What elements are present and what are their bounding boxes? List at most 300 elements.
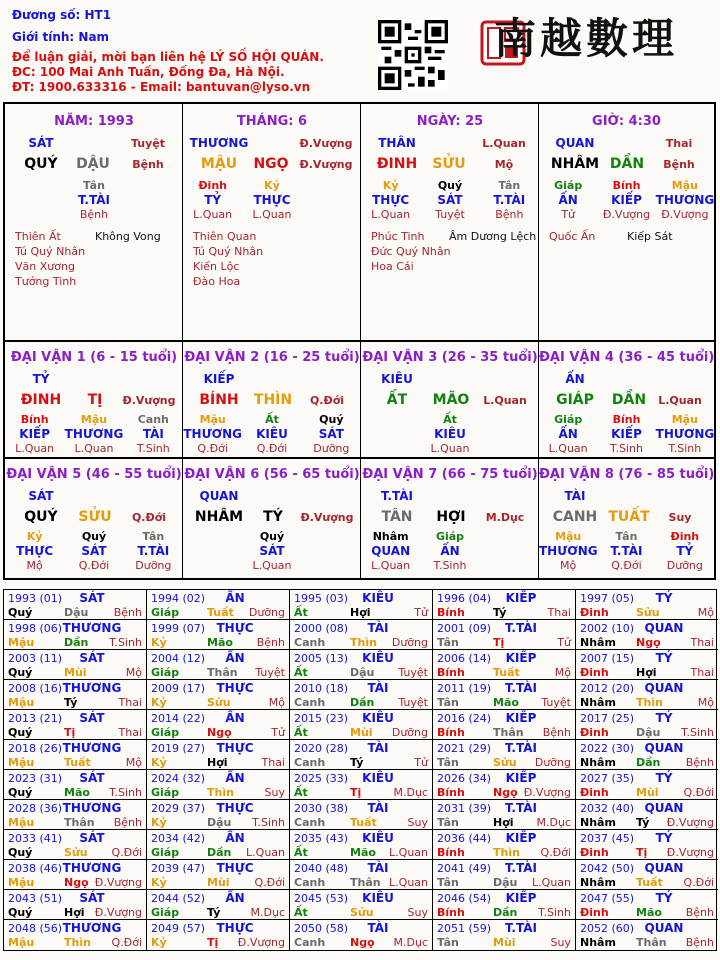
pillar-cell[interactable] [539,104,714,342]
year-cell[interactable] [4,590,147,620]
year-label: 2009 (17) [151,682,206,695]
year-cell[interactable] [147,770,290,800]
year-label: 1995 (03) [294,592,349,605]
year-stage: Đ.Vượng [94,876,142,889]
year-god: THỰC [216,921,254,935]
year-can: Tân [437,876,459,889]
year-god: T.TÀI [505,621,537,635]
hidden-god: ẤN [440,544,460,558]
year-god: SÁT [79,831,105,845]
year-cell[interactable] [290,830,433,860]
year-stage: Mộ [125,756,142,769]
year-chi: Hợi [207,756,228,769]
year-cell[interactable] [4,650,147,680]
year-chi: Hợi [64,906,85,919]
year-can: Nhâm [580,756,616,769]
year-stage: Tuyệt [541,696,571,709]
hidden-god: T.TÀI [610,544,643,558]
year-cell[interactable] [576,620,718,650]
pillar-star-left: QUAN [555,136,595,150]
daivan-star: QUAN [199,489,239,503]
year-cell[interactable] [290,680,433,710]
year-cell[interactable] [433,770,576,800]
year-stage: Mộ [268,696,285,709]
year-stage: Suy [407,906,428,919]
shensha-left: Tú Quý Nhân [15,245,86,258]
year-cell[interactable] [290,650,433,680]
year-god: QUAN [644,861,684,875]
year-can: Ất [294,666,308,679]
qr-code-icon[interactable] [378,20,448,90]
year-cell[interactable] [433,860,576,890]
year-label: 2048 (56) [8,922,63,935]
year-cell[interactable] [4,620,147,650]
daivan-cell[interactable] [5,459,183,578]
year-can: Quý [8,906,33,919]
year-god: KIÊU [362,651,394,665]
year-cell[interactable] [4,770,147,800]
year-can: Ất [294,786,308,799]
year-label: 2004 (12) [151,652,206,665]
year-cell[interactable] [433,800,576,830]
hidden-can: Quý [437,179,463,192]
hidden-stage: T.Sinh [136,442,170,455]
year-cell[interactable] [433,710,576,740]
hidden-god: KIÊU [256,427,288,441]
year-god: KIẾP [505,711,537,725]
daivan-chi: TUẤT [608,509,650,525]
year-cell[interactable] [147,620,290,650]
daivan-cell[interactable] [183,459,361,578]
year-can: Canh [294,876,326,889]
year-cell[interactable] [290,710,433,740]
hidden-stage: Q.Đới [197,442,228,455]
year-chi: Hợi [493,816,514,829]
year-label: 1998 (06) [8,622,63,635]
year-cell[interactable] [4,830,147,860]
year-god: SÁT [79,711,105,725]
year-label: 2000 (08) [294,622,349,635]
year-cell[interactable] [4,920,147,950]
year-label: 2016 (24) [437,712,492,725]
hidden-stage: Tử [561,208,576,221]
year-stage: M.Dục [250,906,285,919]
year-chi: Dậu [493,876,518,889]
hidden-can: Tân [498,179,521,192]
hidden-stage: T.Sinh [668,442,702,455]
year-god: THỰC [216,621,254,635]
year-can: Đinh [580,666,609,679]
year-label: 2026 (34) [437,772,492,785]
daivan-can: ĐINH [20,392,62,408]
year-cell[interactable] [147,710,290,740]
hidden-god: SÁT [81,544,107,558]
daivan-star: TÀI [564,489,586,503]
year-cell[interactable] [433,620,576,650]
year-cell[interactable] [290,740,433,770]
annual-table [3,589,717,951]
year-can: Ất [294,726,308,739]
year-cell[interactable] [290,860,433,890]
year-god: KIÊU [362,771,394,785]
year-can: Tân [437,816,459,829]
daivan-cell[interactable] [183,342,361,459]
year-chi: Thân [636,936,667,949]
year-label: 2023 (31) [8,772,63,785]
year-label: 2020 (28) [294,742,349,755]
hidden-can: Đinh [670,530,700,543]
year-label: 2041 (49) [437,862,492,875]
pillar-stage: Bệnh [663,158,695,171]
shensha-left: Thiên Quan [193,230,257,243]
year-label: 2039 (47) [151,862,206,875]
year-can: Kỷ [151,636,167,649]
year-label: 2011 (19) [437,682,492,695]
year-stage: M.Dục [393,936,428,949]
year-god: THỰC [216,741,254,755]
hidden-god: TÀI [142,427,164,441]
year-cell[interactable] [576,770,718,800]
shensha-left: Hoa Cái [371,260,414,273]
year-cell[interactable] [433,740,576,770]
year-stage: Mộ [697,606,714,619]
hidden-god: THỰC [372,193,410,207]
daivan-cell[interactable] [539,459,714,578]
pillar-star-right: Đ.Vượng [299,137,353,150]
year-label: 2044 (52) [151,892,206,905]
year-label: 2007 (15) [580,652,635,665]
year-chi: Sửu [636,606,660,619]
year-cell[interactable] [433,920,576,950]
year-stage: Tử [271,726,285,739]
year-chi: Tuất [207,606,234,619]
year-stage: Tử [557,636,571,649]
year-cell[interactable] [290,620,433,650]
daivan-chi: HỢI [436,509,466,525]
year-cell[interactable] [433,830,576,860]
year-label: 2014 (22) [151,712,206,725]
daivan-stage: Đ.Vượng [300,511,354,524]
year-god: TÀI [367,801,389,815]
hidden-can: Giáp [554,179,583,192]
year-chi: Tý [350,756,364,769]
year-chi: Tị [207,936,219,949]
year-god: QUAN [644,921,684,935]
chart-main [3,102,716,580]
daivan-stage: Đ.Vượng [122,394,176,407]
pillar-star-left: SÁT [28,136,54,150]
pillar-cell[interactable] [5,104,183,342]
year-can: Nhâm [580,876,616,889]
year-cell[interactable] [147,830,290,860]
year-label: 2030 (38) [294,802,349,815]
hidden-can: Quý [259,530,285,543]
daivan-cell[interactable] [361,459,539,578]
hidden-can: Mậu [671,413,698,426]
year-label: 2051 (59) [437,922,492,935]
daivan-can: TÂN [381,509,413,525]
hidden-stage: T.Sinh [610,442,643,455]
year-cell[interactable] [433,680,576,710]
year-god: ẤN [225,591,245,605]
year-chi: Dần [207,846,232,859]
year-label: 2045 (53) [294,892,349,905]
shensha-left: Đức Quý Nhân [371,245,451,258]
year-stage: Dưỡng [248,606,285,619]
year-god: KIÊU [362,711,394,725]
year-god: ẤN [225,771,245,785]
year-label: 1996 (04) [437,592,492,605]
shensha-left: Tú Quý Nhân [193,245,264,258]
hidden-stage: Tuyệt [435,208,465,221]
year-can: Tân [437,696,459,709]
pillar-star-right: Thai [665,137,693,150]
year-chi: Ngọ [207,726,232,739]
year-label: 2027 (35) [580,772,635,785]
hidden-stage: L.Quan [74,442,114,455]
hidden-god: THƯƠNG [539,544,598,558]
year-can: Giáp [151,786,180,799]
year-cell[interactable] [290,800,433,830]
pillar-cell[interactable] [183,104,361,342]
hidden-god: SÁT [318,427,344,441]
daivan-cell[interactable] [361,342,539,459]
hidden-god: THỰC [16,544,54,558]
hidden-can: Tân [615,530,638,543]
hidden-stage: Đ.Vượng [661,208,709,221]
year-chi: Ngọ [493,786,518,799]
year-can: Canh [294,816,326,829]
year-cell[interactable] [576,590,718,620]
year-stage: Q.Đới [540,846,571,859]
year-stage: Mộ [554,666,571,679]
hidden-stage: Dưỡng [135,559,172,572]
year-cell[interactable] [433,650,576,680]
pillar-can: ĐINH [376,156,418,172]
year-cell[interactable] [147,590,290,620]
hidden-god: SÁT [259,544,285,558]
year-chi: Thân [207,666,238,679]
hidden-can: Ất [265,413,279,426]
year-cell[interactable] [147,680,290,710]
year-chi: Mùi [493,936,516,949]
year-label: 2050 (58) [294,922,349,935]
year-cell[interactable] [433,890,576,920]
daivan-title: ĐẠI VẬN 8 (76 - 85 tuổi) [539,467,714,482]
year-can: Mậu [8,696,35,709]
year-cell[interactable] [147,800,290,830]
year-cell[interactable] [576,830,718,860]
hidden-can: Nhâm [372,530,409,543]
year-cell[interactable] [576,680,718,710]
year-label: 2033 (41) [8,832,63,845]
year-chi: Dậu [636,726,661,739]
daivan-cell[interactable] [5,342,183,459]
year-can: Tân [437,756,459,769]
hidden-stage: L.Quan [371,208,411,221]
year-stage: Bệnh [113,606,142,619]
year-cell[interactable] [576,920,718,950]
year-cell[interactable] [147,650,290,680]
year-cell[interactable] [147,740,290,770]
year-cell[interactable] [576,860,718,890]
daivan-chi: MÃO [432,392,470,408]
year-stage: Đ.Vượng [237,936,285,949]
hidden-god: T.TÀI [493,193,526,207]
hidden-can: Mậu [671,179,698,192]
year-cell[interactable] [4,710,147,740]
year-stage: Suy [407,816,428,829]
year-label: 2012 (20) [580,682,635,695]
year-can: Nhâm [580,636,616,649]
year-stage: Tử [414,756,428,769]
year-can: Ất [294,606,308,619]
year-stage: Mộ [125,666,142,679]
brand-title: 南越數理 [494,14,679,63]
year-cell[interactable] [576,710,718,740]
year-can: Đinh [580,846,609,859]
year-chi: Tuất [493,666,520,679]
year-cell[interactable] [4,890,147,920]
hidden-god: THỰC [253,193,291,207]
year-can: Bính [437,606,465,619]
hidden-stage: L.Quan [252,208,292,221]
hidden-stage: L.Quan [548,442,588,455]
year-can: Giáp [151,906,180,919]
year-cell[interactable] [290,890,433,920]
hidden-stage: L.Quan [252,559,292,572]
hidden-stage: Bệnh [79,208,109,221]
year-cell[interactable] [147,890,290,920]
year-god: TÀI [367,741,389,755]
hidden-stage: L.Quan [430,442,470,455]
year-chi: Dậu [64,606,89,619]
year-stage: Dưỡng [391,636,428,649]
year-stage: Q.Đới [683,876,714,889]
pillar-star-right: L.Quan [482,137,526,150]
year-can: Kỷ [151,816,167,829]
daivan-chi: TÝ [263,509,283,525]
year-god: SÁT [79,651,105,665]
year-cell[interactable] [4,680,147,710]
year-god: TỶ [655,891,673,905]
year-stage: Q.Đới [111,936,142,949]
year-stage: T.Sinh [109,786,142,799]
year-label: 2019 (27) [151,742,206,755]
year-cell[interactable] [290,770,433,800]
year-can: Kỷ [151,876,167,889]
year-god: QUAN [644,621,684,635]
daivan-star: KIÊU [381,372,413,386]
year-can: Mậu [8,936,35,949]
year-stage: L.Quan [532,876,571,889]
year-can: Đinh [580,606,609,619]
year-cell[interactable] [290,590,433,620]
year-cell[interactable] [4,800,147,830]
year-cell[interactable] [433,590,576,620]
shensha-right: Không Vong [95,230,161,243]
year-god: TÀI [367,921,389,935]
pillar-cell[interactable] [361,104,539,342]
hidden-can: Bính [612,179,641,192]
daivan-cell[interactable] [539,342,714,459]
hidden-god: THƯƠNG [183,427,242,441]
contact-line: Để luận giải, mời bạn liên hệ LÝ SỐ HỘI QUÁN. [12,50,324,64]
year-stage: Tuyệt [255,666,285,679]
year-god: TỶ [655,711,673,725]
shensha-left: Kiến Lộc [193,260,240,273]
hidden-can: Giáp [435,530,465,543]
year-stage: Bệnh [256,636,285,649]
hidden-can: Kỷ [26,530,43,543]
year-chi: Hợi [350,606,371,619]
year-cell[interactable] [576,740,718,770]
year-can: Canh [294,696,326,709]
year-label: 2005 (13) [294,652,349,665]
hidden-god: QUAN [371,544,411,558]
shensha-left: Quốc Ấn [549,230,596,243]
year-label: 2008 (16) [8,682,63,695]
hidden-stage: Dưỡng [666,559,703,572]
phone-email-line: ĐT: 1900.633316 - Email: bantuvan@lyso.vn [12,80,311,94]
year-stage: Bệnh [685,906,714,919]
year-cell[interactable] [290,920,433,950]
year-chi: Hợi [636,666,657,679]
year-chi: Tý [207,906,221,919]
daivan-chi: DẦN [611,392,647,408]
hidden-can: Bính [20,413,49,426]
year-god: THƯƠNG [62,741,122,755]
daivan-can: BÍNH [199,392,239,408]
year-chi: Tuất [350,816,377,829]
year-cell[interactable] [576,650,718,680]
year-god: KIẾP [505,651,537,665]
year-can: Đinh [580,906,609,919]
year-chi: Dần [636,756,661,769]
hidden-can: Giáp [554,413,583,426]
year-label: 2042 (50) [580,862,635,875]
pillar-star-left: THƯƠNG [189,136,249,150]
daivan-star: TỶ [32,372,50,386]
year-label: 2022 (30) [580,742,635,755]
year-cell[interactable] [576,890,718,920]
hidden-can: Quý [81,530,107,543]
year-cell[interactable] [147,860,290,890]
year-stage: Thai [690,636,714,649]
hidden-stage: L.Quan [193,208,233,221]
year-can: Bính [437,846,465,859]
year-stage: Bệnh [113,816,142,829]
hidden-stage: Q.Đới [256,442,288,455]
year-can: Mậu [8,756,35,769]
year-cell[interactable] [147,920,290,950]
owner-line: Đương số: HT1 [12,8,112,22]
pillar-can: NHÂM [550,156,600,172]
year-can: Tân [437,936,459,949]
year-cell[interactable] [4,860,147,890]
daivan-title: ĐẠI VẬN 1 (6 - 15 tuổi) [10,350,178,365]
year-cell[interactable] [576,800,718,830]
year-chi: Mùi [350,726,373,739]
year-cell[interactable] [4,740,147,770]
year-chi: Sửu [493,756,517,769]
hidden-can: Bính [612,413,641,426]
year-god: ẤN [225,831,245,845]
year-god: KIẾP [505,591,537,605]
year-chi: Mùi [207,876,230,889]
year-label: 2018 (26) [8,742,63,755]
year-can: Canh [294,636,326,649]
